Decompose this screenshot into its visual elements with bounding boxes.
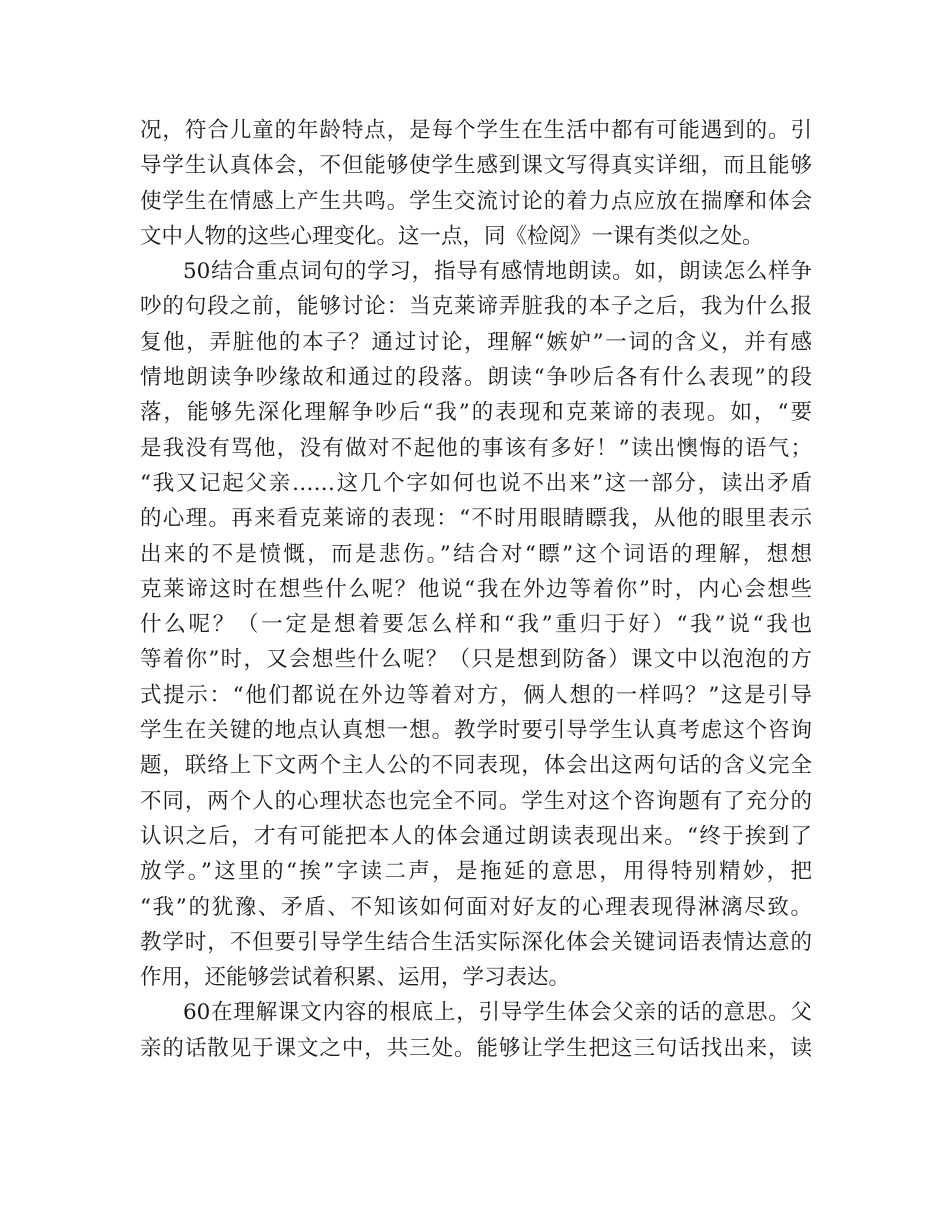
text-line: 等着你”时，又会想些什么呢？（只是想到防备）课文中以泡泡的方	[140, 647, 812, 673]
text-line: 教学时，不但要引导学生结合生活实际深化体会关键词语表情达意的	[140, 929, 812, 955]
text-line: “我又记起父亲……这几个字如何也说不出来”这一部分，读出矛盾	[140, 470, 812, 496]
text-line: 出来的不是愤慨，而是悲伤。”结合对“瞟”这个词语的理解，想想	[140, 541, 812, 567]
text-line: 50结合重点词句的学习，指导有感情地朗读。如，朗读怎么样争	[183, 259, 812, 285]
text-line: 导学生认真体会，不但能够使学生感到课文写得真实详细，而且能够	[140, 153, 812, 179]
document-body	[140, 113, 812, 1066]
text-line: 学生在关键的地点认真想一想。教学时要引导学生认真考虑这个咨询	[140, 718, 812, 744]
text-line: 认识之后，才有可能把本人的体会通过朗读表现出来。“终于挨到了	[140, 823, 812, 849]
text-line: 吵的句段之前，能够讨论：当克莱谛弄脏我的本子之后，我为什么报	[140, 294, 812, 320]
text-line: 使学生在情感上产生共鸣。学生交流讨论的着力点应放在揣摩和体会	[140, 188, 812, 214]
text-line: 60在理解课文内容的根底上，引导学生体会父亲的话的意思。父	[183, 1000, 812, 1026]
text-line: 的心理。再来看克莱谛的表现：“不时用眼睛瞟我，从他的眼里表示	[140, 506, 812, 532]
text-line: 情地朗读争吵缘故和通过的段落。朗读“争吵后各有什么表现”的段	[140, 365, 812, 391]
text-line: 况，符合儿童的年龄特点，是每个学生在生活中都有可能遇到的。引	[140, 118, 812, 143]
text-line: 复他，弄脏他的本子？通过讨论，理解“嫉妒”一词的含义，并有感	[140, 329, 812, 355]
text-line: 亲的话散见于课文之中，共三处。能够让学生把这三句话找出来，读	[140, 1035, 812, 1061]
text-line: 克莱谛这时在想些什么呢？他说“我在外边等着你”时，内心会想些	[140, 576, 812, 602]
text-line: 文中人物的这些心理变化。这一点，同《检阅》一课有类似之处。	[140, 223, 764, 249]
text-line: 落，能够先深化理解争吵后“我”的表现和克莱谛的表现。如，“要	[140, 400, 812, 426]
text-line: “我”的犹豫、矛盾、不知该如何面对好友的心理表现得淋漓尽致。	[140, 894, 812, 920]
text-line: 式提示：“他们都说在外边等着对方，俩人想的一样吗？”这是引导	[140, 682, 812, 708]
text-line: 不同，两个人的心理状态也完全不同。学生对这个咨询题有了充分的	[140, 788, 812, 814]
text-line: 是我没有骂他，没有做对不起他的事该有多好！”读出懊悔的语气；	[140, 435, 812, 461]
text-line: 题，联络上下文两个主人公的不同表现，体会出这两句话的含义完全	[140, 753, 812, 779]
text-line: 什么呢？（一定是想着要怎么样和“我”重归于好）“我”说“我也	[140, 612, 812, 638]
text-line: 放学。”这里的“挨”字读二声，是拖延的意思，用得特别精妙，把	[140, 859, 812, 885]
text-line: 作用，还能够尝试着积累、运用，学习表达。	[140, 965, 571, 991]
